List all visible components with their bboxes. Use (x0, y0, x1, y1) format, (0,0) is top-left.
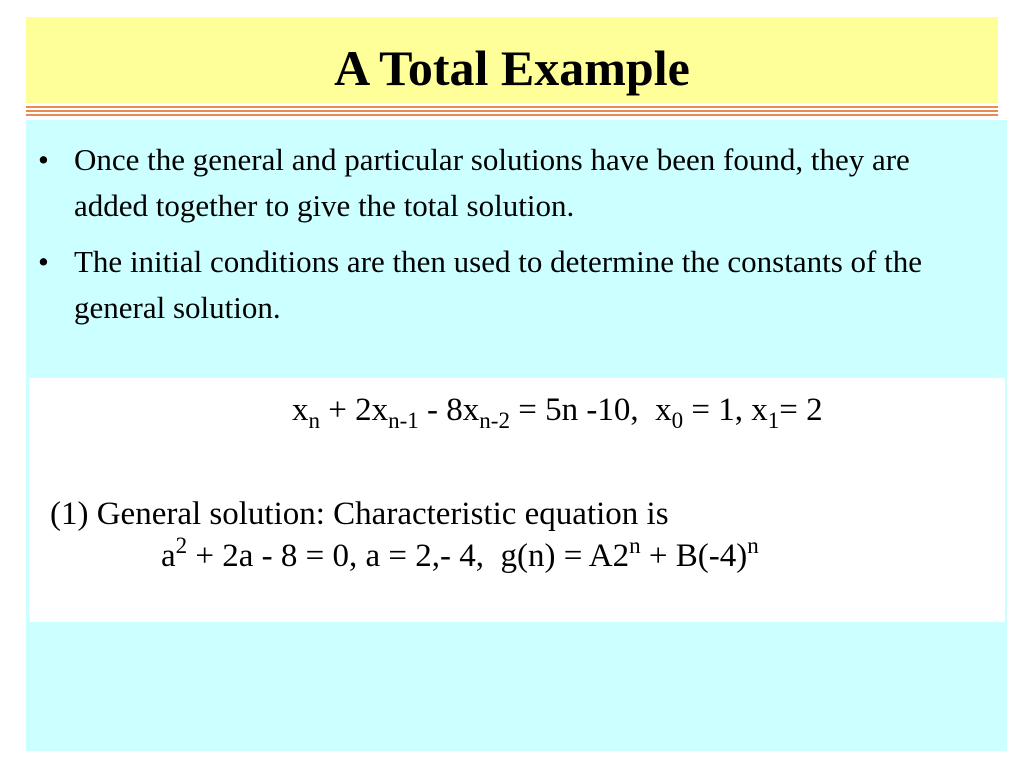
bullet-list (38, 137, 978, 341)
title-divider (26, 114, 998, 116)
title-divider (26, 110, 998, 112)
general-solution-heading: (1) General solution: Characteristic equation is (50, 496, 669, 532)
recurrence-equation: $x_n + 2x_{n-1} - 8x_{n-2} = 5n$ -10, $x_0 = 1$, $x_1= 2$ (292, 392, 823, 434)
title-bar (26, 17, 998, 103)
slide-title: A Total Example (334, 40, 690, 96)
bullet-item (38, 239, 978, 331)
bullet-marker: • (38, 142, 49, 177)
bullet-item (38, 137, 978, 229)
title-divider (26, 106, 998, 108)
bullet-marker: • (38, 244, 49, 279)
bullet-text: Once the general and particular solutions have been found, they are added together to give the total solution. (74, 142, 910, 223)
characteristic-equation: $a^2 + 2a - 8 = 0$, a = 2,- 4, $g(n) = A2^n + B(-4)^n$ (161, 533, 759, 574)
equation-panel (29, 378, 1005, 622)
bullet-text: The initial conditions are then used to determine the constants of the general solution. (74, 244, 922, 325)
